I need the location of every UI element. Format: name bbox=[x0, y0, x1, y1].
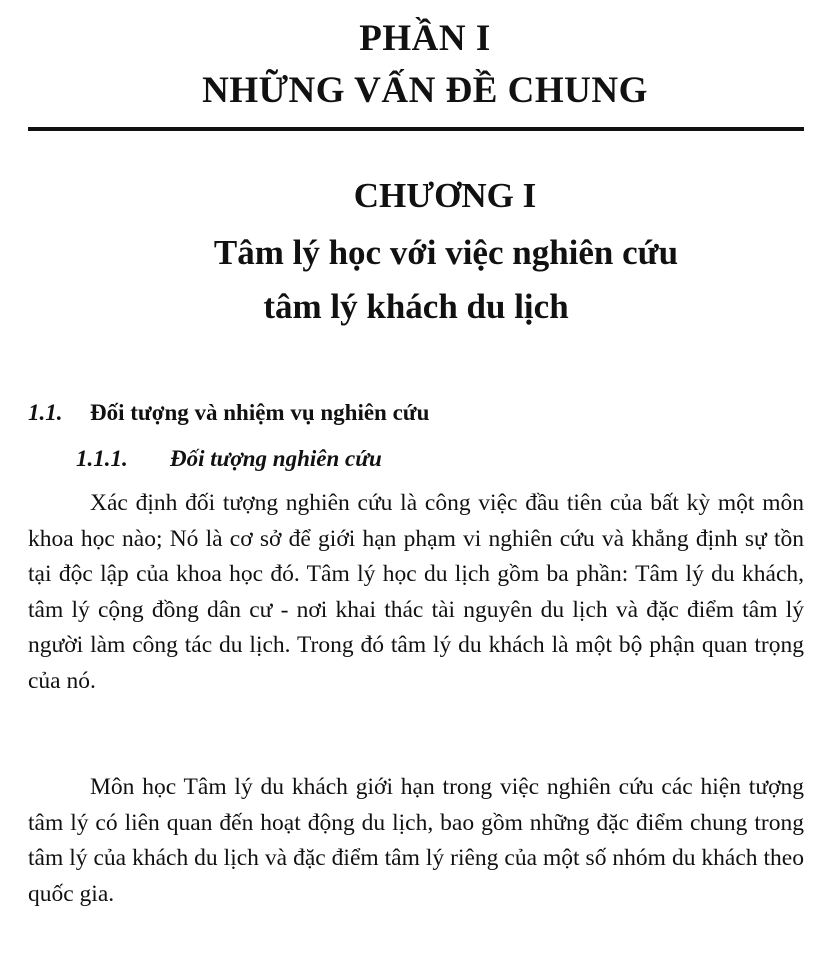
subsection-title: Đối tượng nghiên cứu bbox=[170, 446, 382, 471]
section-heading bbox=[28, 396, 429, 430]
body-paragraph-2: Môn học Tâm lý du khách giới hạn trong việc nghiên cứu các hiện tượng tâm lý có liên quan đến hoạt động du lịch, bao gồm những đặc điểm chung trong tâm lý của khách du lịch và đặc điểm tâm lý riêng của một số nhóm du khách theo quốc gia. bbox=[28, 774, 804, 907]
part-title: NHỮNG VẤN ĐỀ CHUNG bbox=[202, 70, 648, 111]
chapter-label: CHƯƠNG I bbox=[353, 176, 537, 215]
chapter-header bbox=[0, 168, 830, 332]
body-paragraph-1: Xác định đối tượng nghiên cứu là công việc đầu tiên của bất kỳ một môn khoa học nào; Nó là cơ sở để giới hạn phạm vi nghiên cứu và khẳng định sự tồn tại độc lập của khoa học đó. Tâm lý học du lịch gồm ba phần: Tâm lý du khách, tâm lý cộng đồng dân cư - nơi khai thác tài nguyên du lịch và đặc điểm tâm lý người làm công tác du lịch. Trong đó tâm lý du khách là một bộ phận quan trọng của nó. bbox=[28, 490, 804, 694]
header-divider bbox=[28, 127, 804, 131]
section-title: Đối tượng và nhiệm vụ nghiên cứu bbox=[90, 400, 430, 425]
chapter-title-line-2: tâm lý khách du lịch bbox=[263, 287, 569, 326]
section-number: 1.1. bbox=[28, 400, 63, 425]
chapter-title-line-1: Tâm lý học với việc nghiên cứu bbox=[213, 233, 679, 272]
part-header bbox=[0, 14, 830, 118]
part-label: PHẦN I bbox=[359, 18, 491, 59]
subsection-heading bbox=[76, 442, 382, 476]
subsection-number: 1.1.1. bbox=[76, 446, 128, 471]
